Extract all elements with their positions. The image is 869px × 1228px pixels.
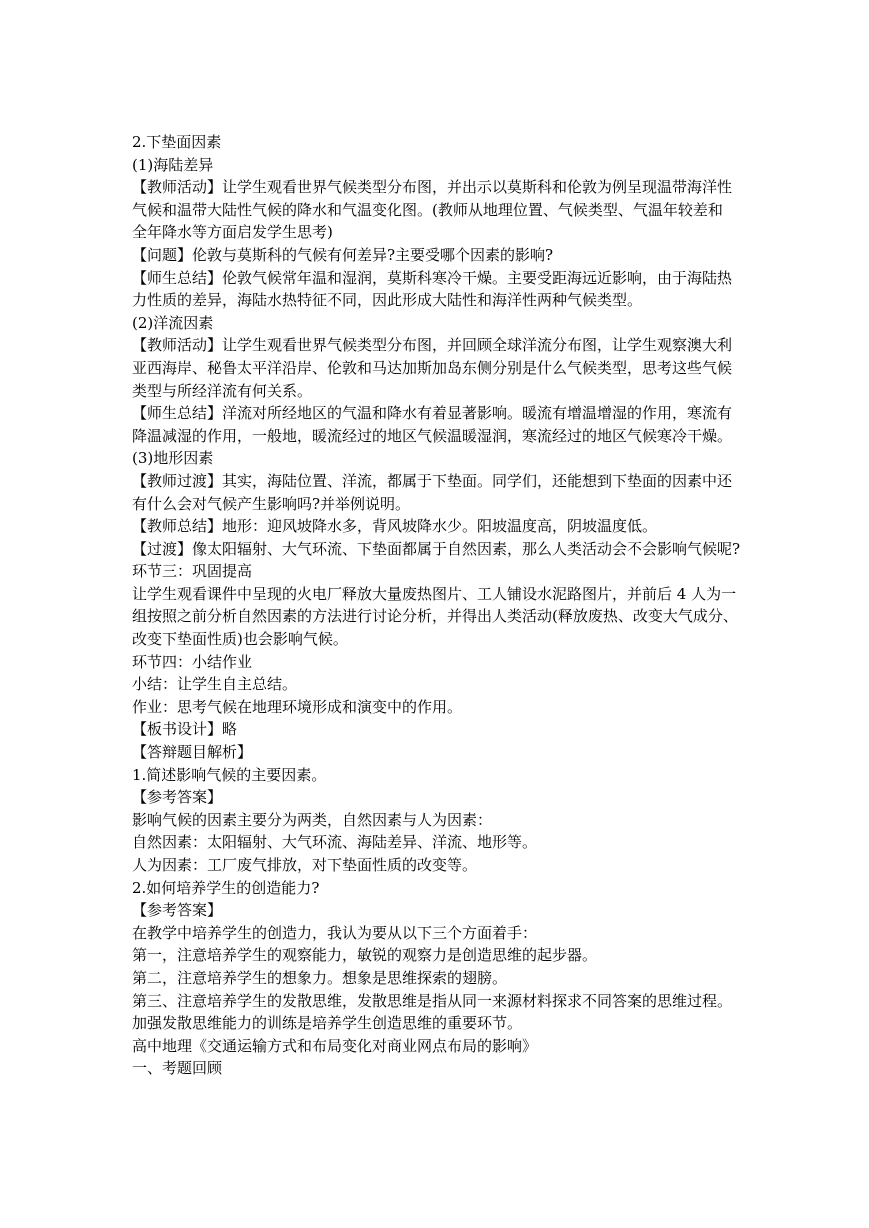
answer-heading: 【参考答案】 [132, 788, 223, 807]
text-line: 全年降水等方面启发学生思考) [132, 223, 333, 242]
document-title: 高中地理《交通运输方式和布局变化对商业网点布局的影响》 [132, 1036, 538, 1055]
question-line: 2.如何培养学生的创造能力? [132, 878, 320, 897]
subsection-heading: (2)洋流因素 [132, 313, 214, 332]
text-line: 改变下垫面性质)也会影响气候。 [132, 630, 348, 649]
section-heading: 环节四：小结作业 [132, 652, 253, 671]
subsection-heading: (3)地形因素 [132, 449, 214, 468]
document-page [132, 131, 742, 1080]
section-heading: 2.下垫面因素 [132, 133, 222, 151]
text-line: 【问题】伦敦与莫斯科的气候有何差异?主要受哪个因素的影响? [132, 245, 554, 264]
text-line: 气候和温带大陆性气候的降水和气温变化图。(教师从地理位置、气候类型、气温年较差和 [132, 200, 723, 219]
section-heading: 【答辩题目解析】 [132, 743, 253, 762]
section-heading: 一、考题回顾 [132, 1059, 223, 1078]
text-line: 小结：让学生自主总结。 [132, 675, 298, 694]
text-line: 【教师过渡】其实，海陆位置、洋流，都属于下垫面。同学们，还能想到下垫面的因素中还 [132, 471, 733, 490]
text-line: 【板书设计】略 [132, 720, 238, 739]
text-line: 自然因素：太阳辐射、大气环流、海陆差异、洋流、地形等。 [132, 833, 538, 852]
text-line: 【师生总结】伦敦气候常年温和湿润，莫斯科寒冷干燥。主要受距海远近影响，由于海陆热 [132, 268, 733, 287]
text-line: 在教学中培养学生的创造力，我认为要从以下三个方面着手： [132, 923, 538, 942]
answer-heading: 【参考答案】 [132, 901, 223, 920]
text-line: 第一，注意培养学生的观察能力，敏锐的观察力是创造思维的起步器。 [132, 946, 598, 965]
text-line: 有什么会对气候产生影响吗?并举例说明。 [132, 494, 411, 513]
section-heading: 环节三：巩固提高 [132, 562, 253, 581]
text-line: 【教师活动】让学生观看世界气候类型分布图，并出示以莫斯科和伦敦为例呈现温带海洋性 [132, 178, 733, 197]
text-line: 第二，注意培养学生的想象力。想象是思维探索的翅膀。 [132, 968, 508, 987]
text-line: 亚西海岸、秘鲁太平洋沿岸、伦敦和马达加斯加岛东侧分别是什么气候类型，思考这些气候 [132, 358, 733, 377]
text-line: 影响气候的因素主要分为两类，自然因素与人为因素： [132, 810, 493, 829]
subsection-heading: (1)海陆差异 [132, 155, 214, 174]
text-line: 【师生总结】洋流对所经地区的气温和降水有着显著影响。暖流有增温增湿的作用，寒流有 [132, 404, 733, 423]
text-line: 作业：思考气候在地理环境形成和演变中的作用。 [132, 697, 463, 716]
text-line: 类型与所经洋流有何关系。 [132, 381, 313, 400]
question-line: 1.简述影响气候的主要因素。 [132, 765, 327, 784]
text-line: 加强发散思维能力的训练是培养学生创造思维的重要环节。 [132, 1014, 523, 1033]
text-line: 让学生观看课件中呈现的火电厂释放大量废热图片、工人铺设水泥路图片，并前后 4 人为一 [132, 584, 737, 603]
text-line: 【教师总结】地形：迎风坡降水多，背风坡降水少。阳坡温度高，阴坡温度低。 [132, 517, 658, 536]
text-line: 人为因素：工厂废气排放，对下垫面性质的改变等。 [132, 856, 478, 874]
text-line: 降温减湿的作用，一般地，暖流经过的地区气候温暖湿润，寒流经过的地区气候寒冷干燥。 [132, 426, 733, 445]
text-line: 第三、注意培养学生的发散思维，发散思维是指从同一来源材料探求不同答案的思维过程。 [132, 991, 733, 1010]
text-line: 【教师活动】让学生观看世界气候类型分布图，并回顾全球洋流分布图，让学生观察澳大利 [132, 336, 733, 355]
text-line: 力性质的差异，海陆水热特征不同，因此形成大陆性和海洋性两种气候类型。 [132, 291, 643, 310]
text-line: 【过渡】像太阳辐射、大气环流、下垫面都属于自然因素，那么人类活动会不会影响气候呢? [132, 539, 741, 558]
text-line: 组按照之前分析自然因素的方法进行讨论分析，并得出人类活动(释放废热、改变大气成分、 [132, 607, 738, 626]
